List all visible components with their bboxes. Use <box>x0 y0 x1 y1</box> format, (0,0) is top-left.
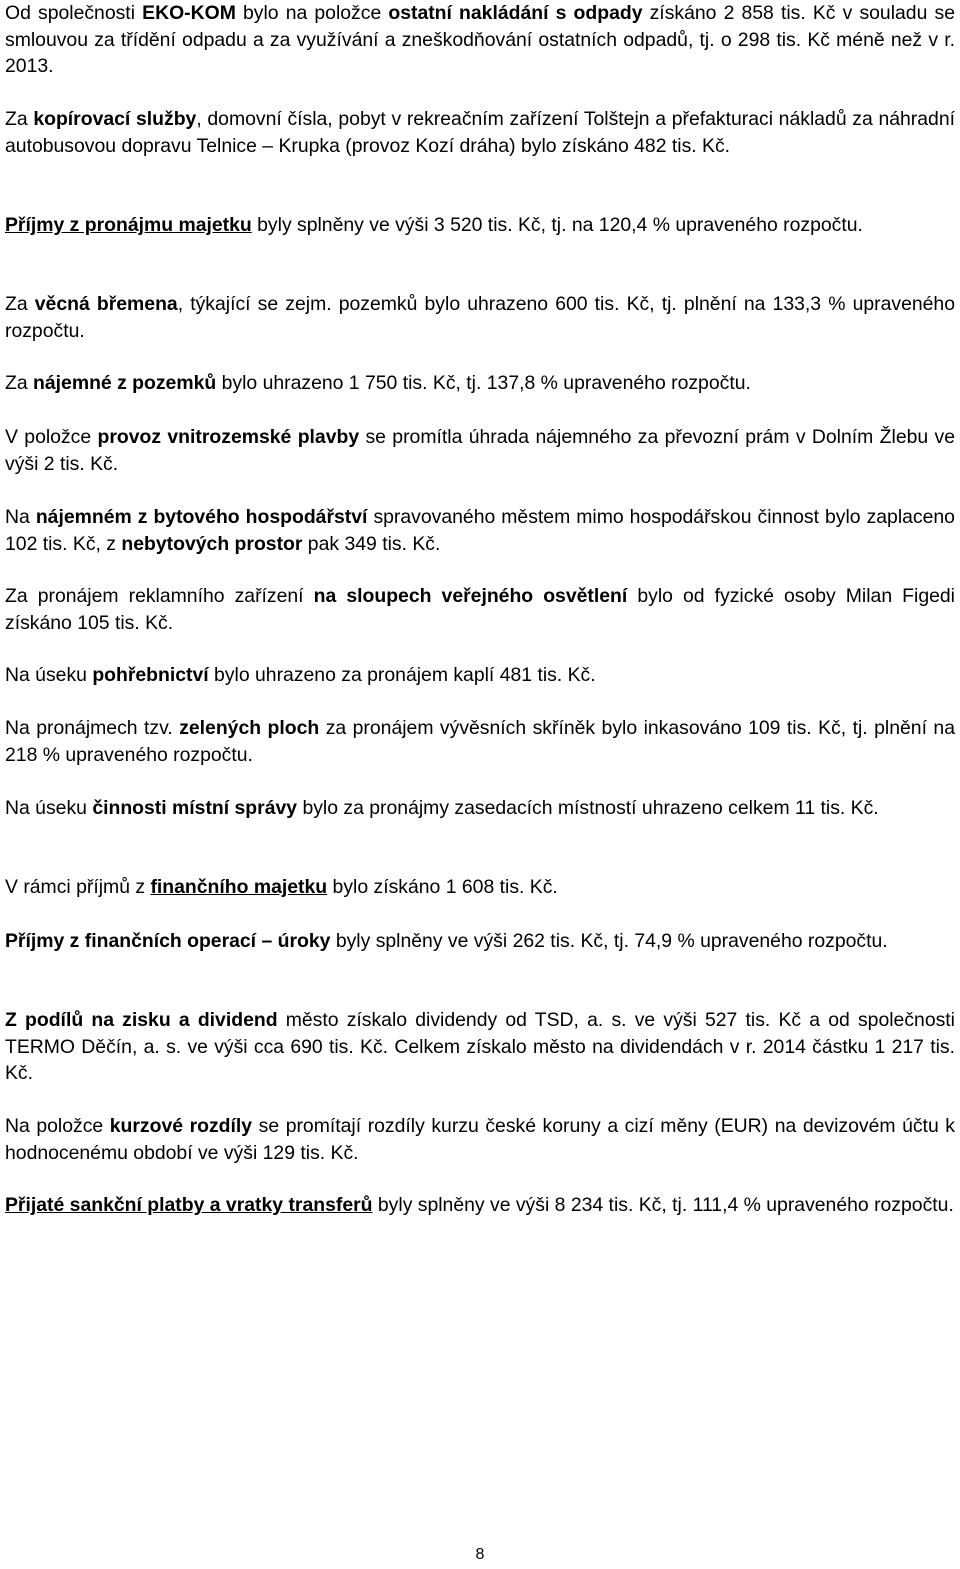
emphasis-text: finančního majetku <box>150 876 328 898</box>
body-text: bylo od fyzické osoby Milan Figedi získáno 105 tis. Kč. <box>5 585 955 634</box>
body-text: spravovaného městem mimo hospodářskou činnost bylo zaplaceno 102 tis. Kč, z <box>5 506 955 555</box>
paragraph-financni-operace <box>5 928 955 955</box>
body-text: byly splněny ve výši 3 520 tis. Kč, tj. na 120,4 % upraveného rozpočtu. <box>251 214 863 236</box>
body-text: Na položce <box>5 1115 110 1137</box>
paragraph-vecna-bremena <box>5 291 955 344</box>
paragraph-financni-majetek <box>5 874 955 901</box>
paragraph-bytove-hospodarstvi <box>5 504 955 557</box>
emphasis-text: EKO-KOM <box>142 2 236 24</box>
body-text: se promítla úhrada nájemného za převozní prám v Dolním Žlebu ve výši 2 tis. Kč. <box>5 426 955 475</box>
body-text: bylo za pronájmy zasedacích místností uhrazeno celkem 11 tis. Kč. <box>297 797 879 819</box>
emphasis-text: nebytových prostor <box>121 532 303 555</box>
paragraph-kopirovaci-sluzby <box>5 106 955 159</box>
emphasis-text: Z podílů na zisku a dividend <box>5 1009 278 1031</box>
body-text: Za pronájem reklamního zařízení <box>5 585 314 607</box>
body-text: se promítají rozdíly kurzu české koruny a cizí měny (EUR) na devizovém účtu k hodnocenému období ve výši 129 tis. Kč. <box>5 1115 955 1164</box>
body-text: Za <box>5 293 35 315</box>
emphasis-text: Příjmy z finančních operací – úroky <box>5 930 331 952</box>
emphasis-text: Přijaté sankční platby a vratky transferů <box>5 1194 373 1216</box>
paragraph-zelene-plochy <box>5 715 955 768</box>
body-text: Na úseku <box>5 797 93 819</box>
emphasis-text: činnosti místní správy <box>92 797 298 819</box>
body-text: Na pronájmech tzv. <box>5 717 180 739</box>
paragraph-vnitrozemska-plavba <box>5 424 955 477</box>
paragraph-najemne-pozemky <box>5 370 955 397</box>
body-text: Na úseku <box>5 664 93 686</box>
paragraph-kurzove-rozdily <box>5 1113 955 1166</box>
paragraph-mistni-sprava <box>5 795 955 822</box>
body-text: Za <box>5 372 34 394</box>
body-text: bylo na položce <box>235 2 389 24</box>
paragraph-pohrebnictvi <box>5 662 955 689</box>
page-number: 8 <box>475 1546 485 1563</box>
paragraph-pronajem-majetku <box>5 212 955 239</box>
body-text: získáno 2 858 tis. Kč v souladu se smlouvou za třídění odpadu a za využívání a zneškodňování ostatních odpadů, tj. o 298 tis. Kč méně než v r. 2013. <box>5 2 955 77</box>
paragraph-eko-kom <box>5 0 955 80</box>
emphasis-text: provoz vnitrozemské plavby <box>97 426 360 448</box>
emphasis-text: Příjmy z pronájmu majetku <box>5 214 252 236</box>
emphasis-text: kurzové rozdíly <box>109 1115 253 1137</box>
paragraph-verejne-osvetleni <box>5 583 955 636</box>
paragraph-sankcni-platby <box>5 1192 955 1219</box>
emphasis-text: pohřebnictví <box>92 664 209 686</box>
emphasis-text: zelených ploch <box>179 717 320 739</box>
body-text: byly splněny ve výši 8 234 tis. Kč, tj. 111,4 % upraveného rozpočtu. <box>372 1194 954 1216</box>
body-text: bylo získáno 1 608 tis. Kč. <box>327 876 558 898</box>
paragraph-dividendy <box>5 1007 955 1087</box>
body-text: Na <box>5 506 36 528</box>
emphasis-text: kopírovací služby <box>33 108 197 130</box>
emphasis-text: věcná břemena <box>34 293 178 315</box>
body-text: , domovní čísla, pobyt v rekreačním zařízení Tolštejn a přefakturaci nákladů za náhradní autobusovou dopravu Telnice – Krupka (provoz Kozí dráha) bylo získáno 482 tis. Kč. <box>5 108 955 157</box>
body-text: za pronájem vývěsních skříněk bylo inkasováno 109 tis. Kč, tj. plnění na 218 % upraveného rozpočtu. <box>5 717 955 766</box>
emphasis-text: nájemném z bytového hospodářství <box>35 506 368 528</box>
body-text: bylo uhrazeno za pronájem kaplí 481 tis. Kč. <box>208 664 596 686</box>
body-text: , týkající se zejm. pozemků bylo uhrazeno 600 tis. Kč, tj. plnění na 133,3 % upraveného rozpočtu. <box>5 293 955 342</box>
body-text: Od společnosti <box>5 2 143 24</box>
body-text: město získalo dividendy od TSD, a. s. ve výši 527 tis. Kč a od společnosti TERMO Děčín, a. s. ve výši cca 690 tis. Kč. Celkem získalo město na dividendách v r. 2014 částku 1 217 tis. Kč. <box>5 1009 955 1084</box>
body-text: V rámci příjmů z <box>5 876 151 898</box>
emphasis-text: ostatní nakládání s odpady <box>388 2 643 24</box>
body-text: Za <box>5 108 34 130</box>
body-text: pak 349 tis. Kč. <box>302 532 441 555</box>
emphasis-text: na sloupech veřejného osvětlení <box>313 585 628 607</box>
body-text: bylo uhrazeno 1 750 tis. Kč, tj. 137,8 % upraveného rozpočtu. <box>216 372 751 394</box>
body-text: V položce <box>5 426 98 448</box>
emphasis-text: nájemné z pozemků <box>33 372 217 394</box>
body-text: byly splněny ve výši 262 tis. Kč, tj. 74,9 % upraveného rozpočtu. <box>330 930 888 952</box>
